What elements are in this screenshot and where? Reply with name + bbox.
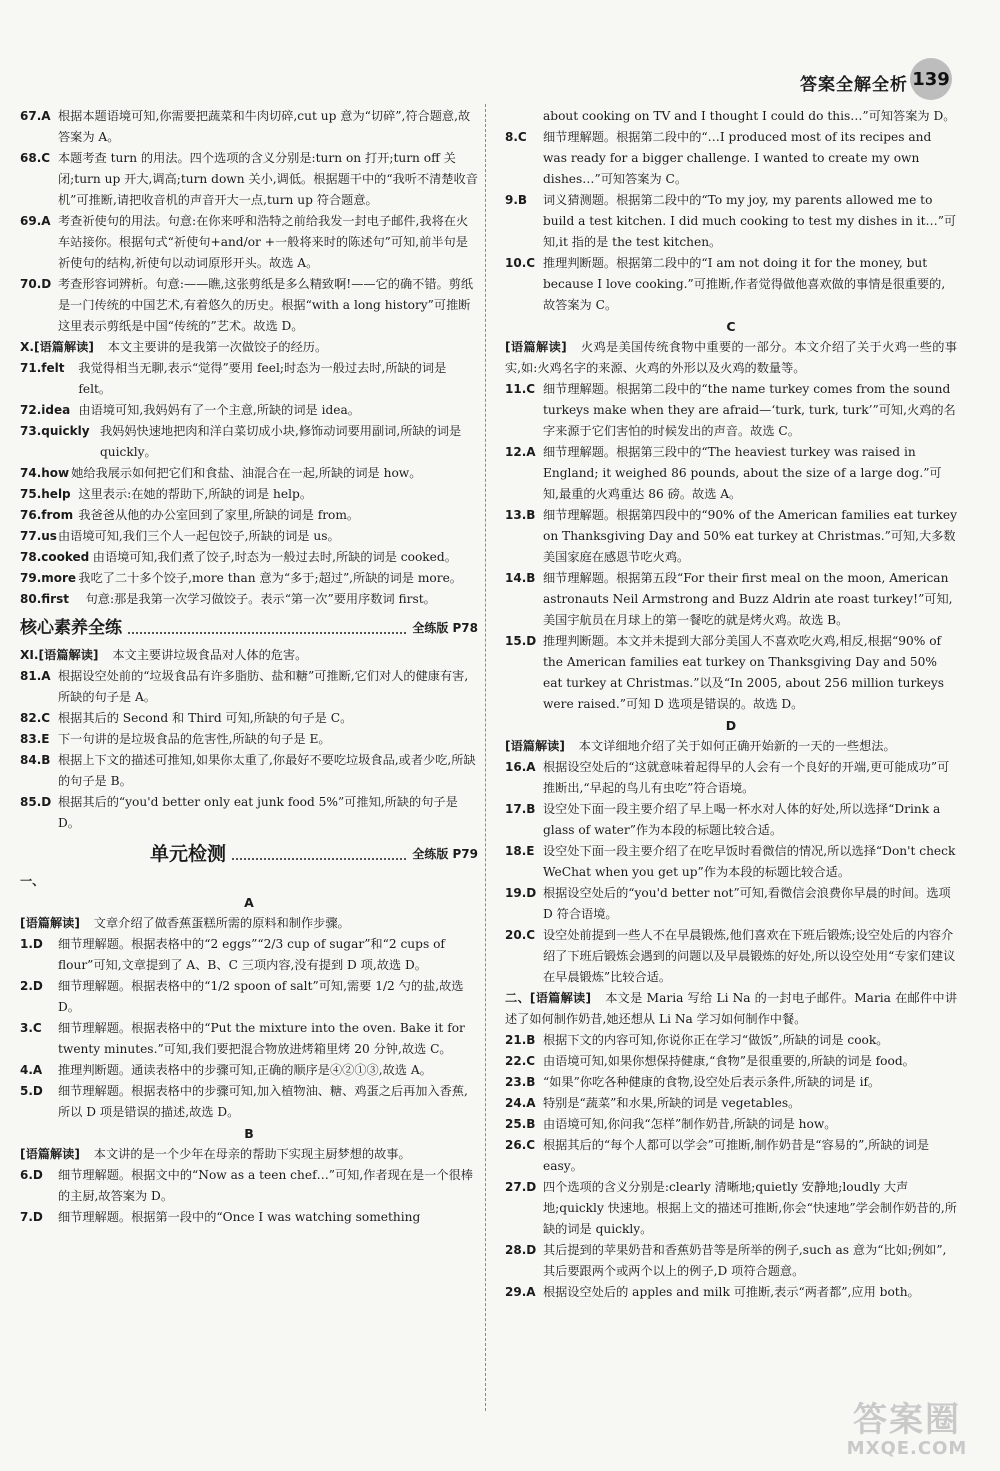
answer-explanation: 根据其后的“每个人都可以学会”可推断,制作奶昔是“容易的”,所缺的词是 easy。 bbox=[543, 1138, 930, 1173]
intro-tag: [语篇解读] bbox=[505, 340, 567, 354]
answer-explanation: 细节理解题。根据文中的“Now as a teen chef…”可知,作者现在是一个很棒的主厨,故答案为 D。 bbox=[58, 1168, 473, 1203]
answer-number: 77.us bbox=[20, 529, 57, 543]
answers-11-15 bbox=[505, 379, 957, 715]
answer-explanation: 由语境可知,我们三个人一起包饺子,所缺的词是 us。 bbox=[58, 529, 340, 543]
answer-explanation: 根据设空处后的“这就意味着起得早的人会有一个良好的开端,更可能成功”可推断出,“早起的鸟儿有虫吃”符合语境。 bbox=[543, 760, 950, 795]
passage-c-intro bbox=[505, 337, 957, 379]
intro-text: 火鸡是美国传统食物中重要的一部分。本文介绍了关于火鸡一些的事实,如:火鸡名字的来源、火鸡的外形以及火鸡的数量等。 bbox=[505, 340, 958, 375]
answers-16-20 bbox=[505, 757, 957, 988]
intro-text: 文章介绍了做香蕉蛋糕所需的原料和制作步骤。 bbox=[93, 916, 350, 930]
answer-explanation: 细节理解题。根据表格中的“Put the mixture into the oven. Bake it for twenty minutes.”可知,我们要把混合物放进烤箱里烤 20 分钟,故选 C。 bbox=[58, 1021, 465, 1056]
answer-item bbox=[20, 526, 478, 547]
answer-number: 25.B bbox=[505, 1117, 536, 1131]
intro-tag: X.[语篇解读] bbox=[20, 340, 94, 354]
answer-number: 6.D bbox=[20, 1168, 43, 1182]
answer-explanation: 细节理解题。根据第二段中的“the name turkey comes from the sound turkeys make when they are afraid—‘turk, turk, turk’”可知,火鸡的名字来源于它们害怕的时候发出的声音。故选 C。 bbox=[543, 382, 956, 438]
answer-item bbox=[20, 484, 478, 505]
intro-tag: XI.[语篇解读] bbox=[20, 648, 99, 662]
answer-explanation: 细节理解题。根据第二段中的“…I produced most of its recipes and was ready for a bigger challenge. I wanted to create my own dishes…”可知答案为 C。 bbox=[543, 130, 932, 186]
answer-number: 8.C bbox=[505, 130, 527, 144]
answer-explanation: 词义猜测题。根据第二段中的“To my joy, my parents allowed me to build a test kitchen. I did much cooking to test my dishes in it…”可知,it 指的是 the test kitchen。 bbox=[543, 193, 957, 249]
answer-explanation: 根据下文的内容可知,你说你正在学习“做饭”,所缺的词是 cook。 bbox=[543, 1033, 889, 1047]
passage-x-intro bbox=[20, 337, 478, 358]
answer-number: 18.E bbox=[505, 844, 535, 858]
answer-explanation: 四个选项的含义分别是:clearly 清晰地;quietly 安静地;loudly 大声地;quickly 快速地。根据上文的描述可推断,你会“快速地”学会制作奶昔的,所缺的词是 quickly。 bbox=[543, 1180, 957, 1236]
answer-item bbox=[505, 1135, 957, 1177]
answer-number: 72.idea bbox=[20, 403, 71, 417]
answer-item bbox=[505, 1114, 957, 1135]
answer-number: 75.help bbox=[20, 487, 71, 501]
answer-item bbox=[20, 547, 478, 568]
answer-item bbox=[505, 1093, 957, 1114]
answer-item bbox=[20, 708, 478, 729]
answer-number: 71.felt bbox=[20, 361, 65, 375]
answer-explanation: 由语境可知,我妈妈有了一个主意,所缺的词是 idea。 bbox=[78, 403, 360, 417]
answer-item bbox=[20, 106, 478, 148]
core-section-header bbox=[20, 618, 478, 639]
answer-item bbox=[20, 568, 478, 589]
answer-explanation: 我爸爸从他的办公室回到了家里,所缺的词是 from。 bbox=[78, 508, 360, 522]
intro-text: 本文是 Maria 写给 Li Na 的一封电子邮件。Maria 在邮件中讲述了如何制作奶昔,她还想从 Li Na 学习如何制作中餐。 bbox=[505, 991, 958, 1026]
answer-item bbox=[20, 505, 478, 526]
answer-number: 21.B bbox=[505, 1033, 536, 1047]
answer-explanation: 句意:那是我第一次学习做饺子。表示“第一次”要用序数词 first。 bbox=[85, 592, 436, 606]
answer-item bbox=[505, 379, 957, 442]
answer-number: 15.D bbox=[505, 634, 537, 648]
answer-number: 23.B bbox=[505, 1075, 536, 1089]
answer-number: 76.from bbox=[20, 508, 74, 522]
answers-21-29 bbox=[505, 1030, 957, 1303]
answer-item bbox=[505, 1177, 957, 1240]
answer-item bbox=[505, 253, 957, 316]
dotted-leader bbox=[232, 858, 406, 860]
watermark-logo-text: 答案圈 bbox=[853, 1400, 961, 1440]
answer-explanation: 我妈妈快速地把肉和洋白菜切成小块,修饰动词要用副词,所缺的词是 quickly。 bbox=[100, 424, 462, 459]
page-header bbox=[0, 0, 1000, 100]
answer-explanation: 细节理解题。根据第三段中的“The heaviest turkey was raised in England; it weighed 86 pounds, about the size of a large dog.”可知,最重的火鸡重达 86 磅。故选 A。 bbox=[543, 445, 942, 501]
intro-text: 本文详细地介绍了关于如何正确开始新的一天的一些想法。 bbox=[578, 739, 896, 753]
answer-item bbox=[20, 1081, 478, 1123]
unit-test-header bbox=[20, 844, 478, 865]
answer-item bbox=[505, 841, 957, 883]
answer-number: 68.C bbox=[20, 151, 51, 165]
intro-tag: 二、[语篇解读] bbox=[505, 991, 592, 1005]
intro-text: 本文主要讲的是我第一次做饺子的经历。 bbox=[107, 340, 328, 354]
answer-item bbox=[20, 934, 478, 976]
answers-71-80 bbox=[20, 358, 478, 610]
answer-item bbox=[20, 1018, 478, 1060]
part-one-label: 一、 bbox=[20, 874, 45, 888]
answer-explanation: 由语境可知,你问我“怎样”制作奶昔,所缺的词是 how。 bbox=[543, 1117, 837, 1131]
answer-item bbox=[20, 211, 478, 274]
answers-6-7 bbox=[20, 1165, 478, 1228]
answer-number: 2.D bbox=[20, 979, 43, 993]
answer-item bbox=[20, 976, 478, 1018]
answer-number: 80.first bbox=[20, 592, 69, 606]
answer-explanation: 设空处下面一段主要介绍了在吃早饭时看微信的情况,所以选择“Don't check WeChat when you get up”作为本段的标题比较合适。 bbox=[543, 844, 956, 879]
passage-c-label: C bbox=[726, 319, 736, 334]
answer-explanation: “如果”你吃各种健康的食物,设空处后表示条件,所缺的词是 if。 bbox=[543, 1075, 881, 1089]
answer-explanation: 细节理解题。根据第一段中的“Once I was watching something bbox=[58, 1210, 421, 1224]
core-section-ref: 全练版 P78 bbox=[412, 621, 478, 635]
passage-b-intro bbox=[20, 1144, 478, 1165]
answers-81-85 bbox=[20, 666, 478, 834]
answer-number: 74.how bbox=[20, 466, 70, 480]
answer-item bbox=[505, 190, 957, 253]
answer-number: 1.D bbox=[20, 937, 43, 951]
answer-number: 14.B bbox=[505, 571, 536, 585]
intro-tag: [语篇解读] bbox=[20, 916, 80, 930]
answer-number: 20.C bbox=[505, 928, 536, 942]
answer-item bbox=[505, 1240, 957, 1282]
intro-tag: [语篇解读] bbox=[505, 739, 565, 753]
answer-explanation: 根据设空处前的“垃圾食品有许多脂肪、盐和糖”可推断,它们对人的健康有害,所缺的句子是 A。 bbox=[58, 669, 469, 704]
answer-explanation: 根据设空处后的 apples and milk 可推断,表示“两者都”,应用 both。 bbox=[543, 1285, 920, 1299]
answer-number: 16.A bbox=[505, 760, 536, 774]
answer-item bbox=[20, 463, 478, 484]
answer-explanation: 推理判断题。通读表格中的步骤可知,正确的顺序是④②①③,故选 A。 bbox=[58, 1063, 432, 1077]
answer-item bbox=[505, 1051, 957, 1072]
answer-number: 82.C bbox=[20, 711, 51, 725]
passage-a-label: A bbox=[244, 895, 254, 910]
answer-number: 17.B bbox=[505, 802, 536, 816]
answer-number: 12.A bbox=[505, 445, 536, 459]
watermark-url: MXQE.COM bbox=[846, 1438, 968, 1459]
answer-explanation: 我觉得相当无聊,表示“觉得”要用 feel;时态为一般过去时,所缺的词是 felt。 bbox=[78, 361, 447, 396]
site-watermark bbox=[832, 1401, 982, 1461]
answer-item bbox=[20, 400, 478, 421]
answer-explanation: 细节理解题。根据表格中的“1/2 spoon of salt”可知,需要 1/2 勺的盐,故选 D。 bbox=[58, 979, 464, 1014]
answer-explanation: 根据设空处后的“you'd better not”可知,看微信会浪费你早晨的时间。选项 D 符合语境。 bbox=[543, 886, 951, 921]
answer-number: 26.C bbox=[505, 1138, 536, 1152]
answer-number: 78.cooked bbox=[20, 550, 90, 564]
answer-number: 70.D bbox=[20, 277, 52, 291]
answer-number: 19.D bbox=[505, 886, 537, 900]
answer-explanation: 细节理解题。根据第四段中的“90% of the American families eat turkey on Thanksgiving Day and 50% eat turkey at Christmas.”可知,大多数美国家庭在感恩节吃火鸡。 bbox=[543, 508, 957, 564]
answer-item bbox=[20, 274, 478, 337]
answer-number: 24.A bbox=[505, 1096, 536, 1110]
answer-item bbox=[20, 666, 478, 708]
answer-explanation: 由语境可知,如果你想保持健康,“食物”是很重要的,所缺的词是 food。 bbox=[543, 1054, 915, 1068]
answer-item bbox=[505, 925, 957, 988]
answer-explanation: 细节理解题。根据表格中的步骤可知,加入植物油、糖、鸡蛋之后再加入香蕉,所以 D 项是错误的描述,故选 D。 bbox=[58, 1084, 468, 1119]
answer-number: 85.D bbox=[20, 795, 52, 809]
answer-explanation: 推理判断题。根据第二段中的“I am not doing it for the money, but because I love cooking.”可推断,作者觉得做他喜欢做的事情是很重要的,故答案为 C。 bbox=[543, 256, 946, 312]
answer-explanation: 根据其后的 Second 和 Third 可知,所缺的句子是 C。 bbox=[58, 711, 353, 725]
answer-number: 11.C bbox=[505, 382, 536, 396]
answer-item bbox=[505, 1030, 957, 1051]
answer-number: 10.C bbox=[505, 256, 536, 270]
answer-explanation: 下一句讲的是垃圾食品的危害性,所缺的句子是 E。 bbox=[58, 732, 331, 746]
answer-explanation: 设空处前提到一些人不在早晨锻炼,他们喜欢在下班后锻炼;设空处后的内容介绍了下班后锻炼会遇到的问题以及早晨锻炼的好处,所以设空处用“专家们建议在早晨锻炼”比较合适。 bbox=[543, 928, 956, 984]
answer-item bbox=[20, 1060, 478, 1081]
column-divider bbox=[485, 104, 486, 1411]
answer-number: 29.A bbox=[505, 1285, 536, 1299]
answer-item bbox=[505, 1282, 957, 1303]
answer-explanation: 考查祈使句的用法。句意:在你来呼和浩特之前给我发一封电子邮件,我将在火车站接你。根据句式“祈使句+and/or +一般将来时的陈述句”可知,前半句是祈使句的结构,祈使句以动词原形开头。故选 A。 bbox=[58, 214, 469, 270]
answer-item bbox=[20, 358, 478, 400]
answer-explanation: 本题考查 turn 的用法。四个选项的含义分别是:turn on 打开;turn off 关闭;turn up 开大,调高;turn down 关小,调低。根据题干中的“我听不清楚收音机”可推断,请把收音机的声音开大一点,turn up 符合题意。 bbox=[58, 151, 478, 207]
core-section-title: 核心素养全练 bbox=[20, 618, 122, 638]
answer-explanation: 这里表示:在她的帮助下,所缺的词是 help。 bbox=[78, 487, 313, 501]
answer-number: 73.quickly bbox=[20, 424, 90, 438]
unit-test-title: 单元检测 bbox=[150, 843, 227, 865]
answer-number: 83.E bbox=[20, 732, 50, 746]
answer-number: 81.A bbox=[20, 669, 51, 683]
answers-8-10 bbox=[505, 127, 957, 316]
answer-item bbox=[20, 1207, 478, 1228]
answer-explanation: 根据上下文的描述可推知,如果你太重了,你最好不要吃垃圾食品,或者少吃,所缺的句子是 B。 bbox=[58, 753, 476, 788]
right-column bbox=[505, 106, 957, 1303]
answer-item bbox=[20, 148, 478, 211]
answer-number: 4.A bbox=[20, 1063, 43, 1077]
answer-item bbox=[505, 1072, 957, 1093]
part-two-intro bbox=[505, 988, 957, 1030]
answer-explanation: 设空处下面一段主要介绍了早上喝一杯水对人体的好处,所以选择“Drink a glass of water”作为本段的标题比较合适。 bbox=[543, 802, 941, 837]
answer-explanation: 其后提到的苹果奶昔和香蕉奶昔等是所举的例子,such as 意为“比如;例如”,其后要跟两个或两个以上的例子,D 项符合题意。 bbox=[543, 1243, 947, 1278]
answer-item bbox=[20, 1165, 478, 1207]
answer-number: 3.C bbox=[20, 1021, 42, 1035]
answer-item bbox=[20, 792, 478, 834]
page-number: 139 bbox=[910, 58, 952, 100]
intro-tag: [语篇解读] bbox=[20, 1147, 80, 1161]
answer-number: 69.A bbox=[20, 214, 51, 228]
answer-item bbox=[20, 729, 478, 750]
answer-number: 13.B bbox=[505, 508, 536, 522]
answer-explanation: 特别是“蔬菜”和水果,所缺的词是 vegetables。 bbox=[543, 1096, 801, 1110]
answer-number: 5.D bbox=[20, 1084, 43, 1098]
intro-text: 本文讲的是一个少年在母亲的帮助下实现主厨梦想的故事。 bbox=[93, 1147, 411, 1161]
answer-explanation: 细节理解题。根据表格中的“2 eggs”“2/3 cup of sugar”和“2 cups of flour”可知,文章提到了 A、B、C 三项内容,没有提到 D 项,故选 D。 bbox=[58, 937, 445, 972]
left-column bbox=[20, 106, 478, 1228]
answer-item bbox=[505, 799, 957, 841]
answer-number: 9.B bbox=[505, 193, 528, 207]
dotted-leader bbox=[128, 632, 406, 634]
answer-number: 22.C bbox=[505, 1054, 536, 1068]
answer-explanation: 由语境可知,我们煮了饺子,时态为一般过去时,所缺的词是 cooked。 bbox=[92, 550, 457, 564]
answer-item bbox=[505, 127, 957, 190]
answers-67-70 bbox=[20, 106, 478, 337]
answer-number: 28.D bbox=[505, 1243, 537, 1257]
answer-explanation: 细节理解题。根据第五段“For their first meal on the moon, American astronauts Neil Armstrong and Buzz Aldrin ate roast turkey!”可知,美国宇航员在月球上的第一餐吃的就是烤火鸡。故选 B。 bbox=[543, 571, 953, 627]
passage-b-label: B bbox=[244, 1126, 254, 1141]
passage-xi-intro bbox=[20, 645, 478, 666]
answer-number: 79.more bbox=[20, 571, 77, 585]
unit-test-ref: 全练版 P79 bbox=[412, 847, 478, 861]
answer-number: 84.B bbox=[20, 753, 51, 767]
answer-item bbox=[20, 589, 478, 610]
answer-explanation: 我吃了二十多个饺子,more than 意为“多于;超过”,所缺的词是 more。 bbox=[78, 571, 462, 585]
continued-answer-7: about cooking on TV and I thought I could do this…”可知答案为 D。 bbox=[543, 109, 956, 123]
answer-item bbox=[505, 631, 957, 715]
answer-explanation: 根据其后的“you'd better only eat junk food 5%”可推知,所缺的句子是 D。 bbox=[58, 795, 458, 830]
answer-item bbox=[20, 750, 478, 792]
answer-number: 7.D bbox=[20, 1210, 43, 1224]
answer-explanation: 她给我展示如何把它们和食盐、油混合在一起,所缺的词是 how。 bbox=[71, 466, 422, 480]
answer-item bbox=[505, 883, 957, 925]
answer-explanation: 推理判断题。本文并未提到大部分美国人不喜欢吃火鸡,相反,根据“90% of the American families eat turkey on Thanksgiving Day and 50% eat turkey at Christmas.”以及“In 2005, about 256 million turkeys were raised.”可知 D 选项是错误的。故选 D。 bbox=[543, 634, 945, 711]
answer-explanation: 根据本题语境可知,你需要把蔬菜和牛肉切碎,cut up 意为“切碎”,符合题意,故答案为 A。 bbox=[58, 109, 471, 144]
passage-d-intro bbox=[505, 736, 957, 757]
answer-item bbox=[505, 505, 957, 568]
intro-text: 本文主要讲垃圾食品对人体的危害。 bbox=[112, 648, 308, 662]
answer-item bbox=[505, 442, 957, 505]
answers-1-5 bbox=[20, 934, 478, 1123]
answer-item bbox=[505, 568, 957, 631]
answer-number: 67.A bbox=[20, 109, 51, 123]
passage-d-label: D bbox=[725, 718, 737, 733]
header-title: 答案全解全析 bbox=[800, 75, 908, 95]
answer-explanation: 考查形容词辨析。句意:——瞧,这张剪纸是多么精致啊!——它的确不错。剪纸是一门传统的中国艺术,有着悠久的历史。根据“with a long history”可推断这里表示剪纸是中国“传统的”艺术。故选 D。 bbox=[58, 277, 474, 333]
answer-number: 27.D bbox=[505, 1180, 537, 1194]
passage-a-intro bbox=[20, 913, 478, 934]
answer-item bbox=[505, 757, 957, 799]
answer-item bbox=[20, 421, 478, 463]
